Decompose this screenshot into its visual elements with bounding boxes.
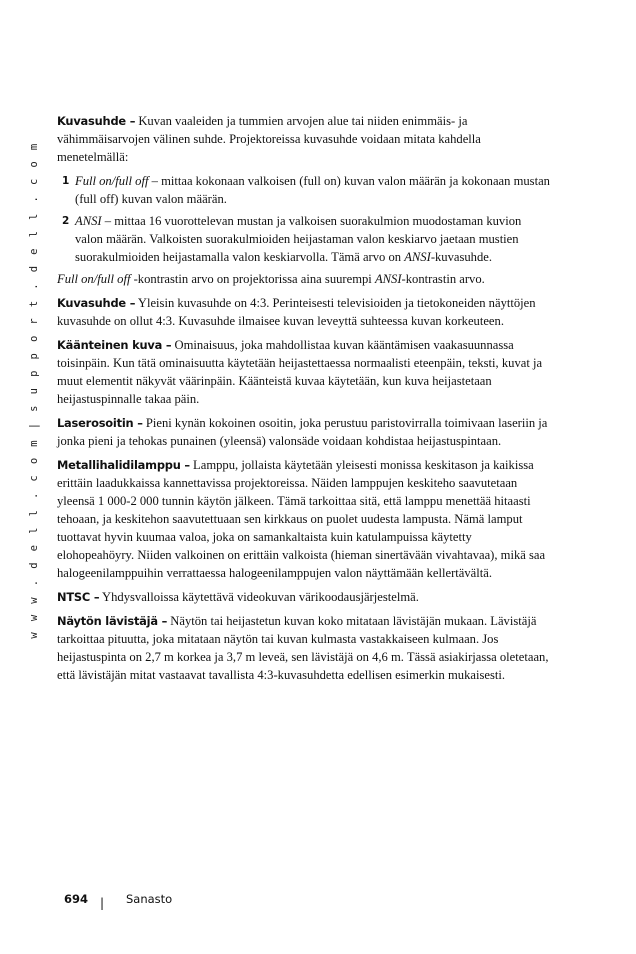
method-term: ANSI [404, 250, 431, 264]
method-text: – mittaa 16 vuorottelevan mustan ja valkoisen suorakulmion muodostaman kuvion valon määrän. Valkoisten suorakulmioiden heijastaman valon keskiarvo jaetaan mustien suorakulmioiden heijastamalla valon keskiarvolla. Tämä arvo on [75, 214, 522, 264]
entry-term: Laserosoitin – [57, 416, 143, 430]
entry-term: NTSC – [57, 590, 100, 604]
method-text: – mittaa kokonaan valkoisen (full on) kuvan valon määrän ja kokonaan mustan (full off) kuvan valon määrän. [75, 174, 550, 206]
note-text: -kontrastin arvo. [401, 272, 485, 286]
list-item [57, 212, 552, 266]
list-item [57, 172, 552, 208]
list-number: 1 [62, 175, 70, 187]
note-term: ANSI [374, 272, 402, 286]
entry-text: Lamppu, jollaista käytetään yleisesti monissa keskitason ja kaikissa erittäin laadukkaissa kannettavissa projektoreissa. Näiden lamppujen keskiteho saavutetaan yleensä 1 000-2 000 tunnin käytön jälkeen. Tämä tarkoittaa sitä, että lamppu menettää hitaasti tehoaan, ja keskitehon saavutettuaan sen kirkkaus on puolet uudesta lampusta. Nämä lamput tuottavat hyvin kuumaa valoa, joka on samankaltaista kuin katulampuissa käytetty elohopeahöyry. Niiden valkoinen on erittäin valkoista (hieman sinertävään vivahtavaa), mikä saa halogeenilamppuihin verrattaessa halogeenilamppujen valon näyttämään kellertävältä. [57, 458, 546, 580]
entry-laserosoitin [57, 414, 552, 450]
entry-term: Metallihalidilamppu – [57, 458, 190, 472]
glossary-content [57, 112, 552, 690]
entry-text: Näytön tai heijastetun kuvan koko mitataan lävistäjän mukaan. Lävistäjä tarkoittaa pituutta, joka mitataan näytön tai kuvan kulmasta vastakkaiseen kulmaan. Jos heijastuspinta on 2,7 m korkea ja 3,7 m leveä, sen lävistäjä on 4,6 m. Tässä asiakirjassa oletetaan, että lävistäjän mitat vastaavat tavallista 4:3-kuvasuhdetta edellisen esimerkin mukaisesti. [57, 614, 549, 682]
entry-kuvasuhde-contrast [57, 112, 552, 166]
entry-term: Näytön lävistäjä – [57, 614, 168, 628]
page-number: 694 [64, 892, 89, 906]
entry-text: Yhdysvalloissa käytettävä videokuvan värikoodausjärjestelmä. [99, 590, 419, 604]
section-title: Sanasto [126, 892, 173, 906]
footer-separator: | [100, 896, 105, 910]
entry-kuvasuhde-aspect [57, 294, 552, 330]
entry-term: Käänteinen kuva – [57, 338, 172, 352]
method-text: -kuvasuhde. [430, 250, 493, 264]
sidebar-url [24, 110, 44, 670]
entry-ntsc [57, 588, 552, 606]
sidebar-url-text: w w w . d e l l . c o m | s u p p o r t . d e l l . c o m [28, 141, 40, 639]
measurement-methods-list [57, 172, 552, 266]
entry-text: Pieni kynän kokoinen osoitin, joka perustuu paristovirralla toimivaan laseriin ja jonka pieni ja tehokas punainen (yleensä) valonsäde voidaan kohdistaa heijastuspintaan. [57, 416, 548, 448]
note-term: Full on/full off [57, 272, 131, 286]
method-term: Full on/full off [75, 174, 149, 188]
contrast-note [57, 270, 552, 288]
entry-term: Kuvasuhde – [57, 296, 136, 310]
list-number: 2 [62, 215, 70, 227]
note-text: -kontrastin arvo on projektorissa aina suurempi [130, 272, 375, 286]
entry-term: Kuvasuhde – [57, 114, 136, 128]
method-term: ANSI [75, 214, 102, 228]
entry-metallihalidilamppu [57, 456, 552, 582]
entry-nayton-lavistaja [57, 612, 552, 684]
entry-text: Ominaisuus, joka mahdollistaa kuvan kääntämisen vaakasuunnassa toisinpäin. Kun tätä ominaisuutta käytetään heijastettaessa normaalisti eteenpäin, teksti, kuvat ja muut elementit näkyvät väärinpäin. Käänteistä kuvaa käytetään, kun kuva heijastetaan heijastuspinnalle takaa päin. [57, 338, 543, 406]
entry-kaanteinen-kuva [57, 336, 552, 408]
entry-text: Kuvan vaaleiden ja tummien arvojen alue tai niiden enimmäis- ja vähimmäisarvojen välinen suhde. Projektoreissa kuvasuhde voidaan mitata kahdella menetelmällä: [57, 114, 481, 164]
entry-text: Yleisin kuvasuhde on 4:3. Perinteisesti televisioiden ja tietokoneiden näyttöjen kuvasuhde on ollut 4:3. Kuvasuhde ilmaisee kuvan leveyttä suhteessa kuvan korkeuteen. [57, 296, 536, 328]
